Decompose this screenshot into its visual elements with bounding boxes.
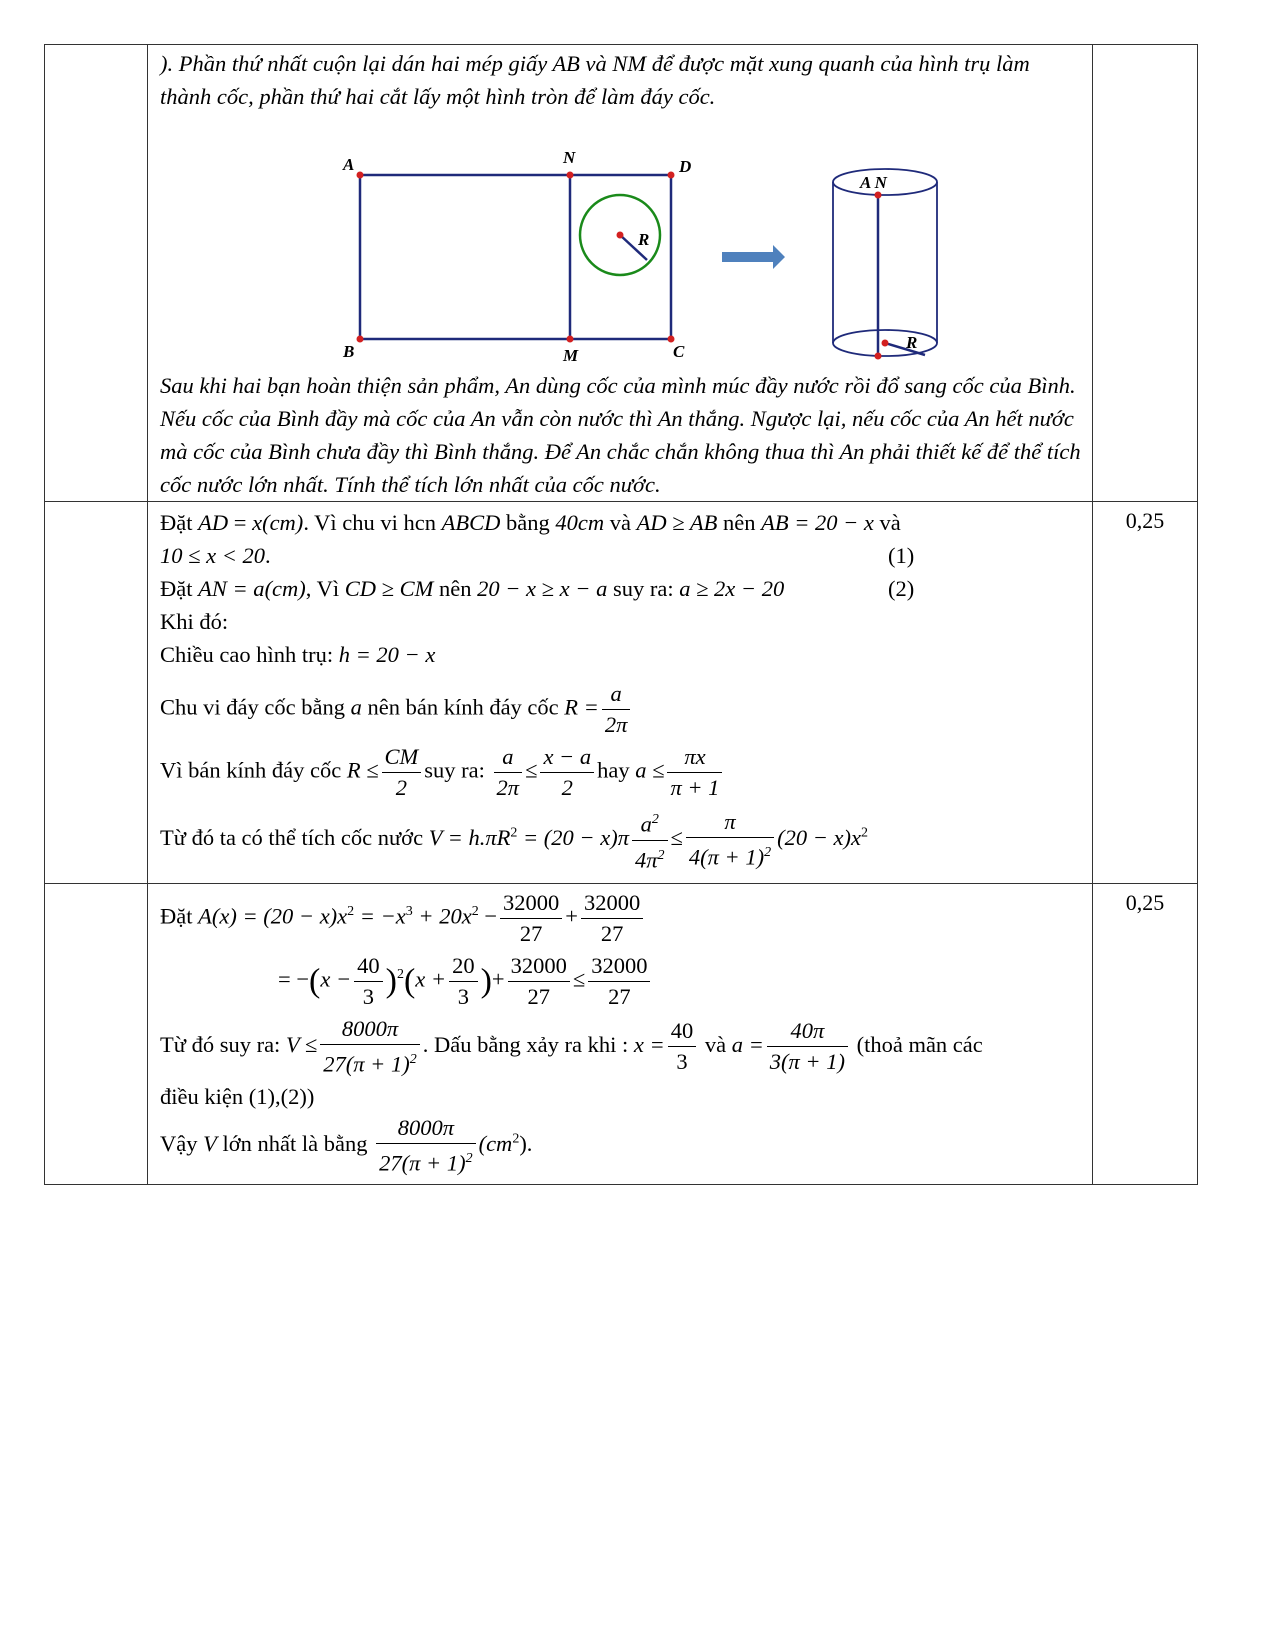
fraction [588, 951, 650, 1012]
table-row-maximization [45, 884, 1198, 1185]
transform-arrow [722, 245, 785, 269]
text: Chiều cao hình trụ: [160, 642, 339, 667]
math: x + [415, 966, 447, 992]
paren: ( [403, 962, 416, 1000]
math: x − [320, 966, 352, 992]
text: Chu vi đáy cốc bằng [160, 694, 351, 720]
label-n: N [563, 148, 576, 167]
fraction [602, 679, 631, 740]
denominator: 27 [600, 921, 624, 946]
setup-line-6 [160, 679, 1082, 740]
setup-line-4: Khi đó: [160, 609, 229, 634]
denominator: 3 [676, 1049, 688, 1075]
math: + [491, 966, 505, 992]
math: (20 − x)x [777, 825, 861, 851]
numerator: 8000π [376, 1113, 475, 1144]
exponent: 2 [396, 967, 404, 983]
rectangle-abcd [360, 175, 671, 339]
denominator: 2 [395, 775, 408, 800]
setup-line-8 [160, 805, 1082, 875]
math: AB = 20 − x [761, 510, 874, 535]
math: a ≥ 2x − 20 [679, 576, 785, 601]
exponent: 2 [764, 845, 772, 861]
math: − [478, 903, 498, 929]
numerator: π [686, 807, 774, 838]
table-row-problem [45, 45, 1198, 502]
story-line-2: Nếu cốc của Bình đầy mà cốc của An vẫn còn nước thì An thắng. Ngược lại, nếu cốc của An hết nước [160, 406, 1074, 431]
exponent: 2 [471, 904, 479, 920]
problem-cell [148, 45, 1093, 502]
fraction [354, 951, 383, 1012]
math: CD ≥ CM [344, 576, 434, 601]
score-cell: 0,25 [1093, 884, 1198, 1185]
text: . Dấu bằng xảy ra khi : [422, 1031, 634, 1057]
cyl-label-r: R [906, 333, 918, 352]
math: x [252, 510, 263, 535]
exponent: 2 [657, 847, 665, 863]
exponent: 2 [861, 825, 868, 841]
intro-line-2: thành cốc, phần thứ hai cắt lấy một hình tròn để làm đáy cốc. [160, 84, 716, 109]
table-row-setup [45, 502, 1198, 884]
point-n [567, 172, 574, 179]
exponent: 2 [512, 1130, 520, 1146]
text: Đặt [160, 576, 199, 601]
math: AN = a [198, 576, 265, 601]
math: + 20x [412, 903, 472, 929]
cylinder-point-top [875, 192, 882, 199]
text: hay [597, 757, 636, 783]
text: bằng [500, 510, 556, 535]
math: ≤ [670, 825, 683, 851]
denominator: π + 1 [670, 775, 720, 800]
story-line-4: cốc nước lớn nhất. Tính thể tích lớn nhất của cốc nước. [160, 472, 661, 497]
numerator: 32000 [500, 888, 562, 919]
text: Vậy [160, 1130, 204, 1156]
point-a [357, 172, 364, 179]
numerator: 32000 [581, 888, 643, 919]
label-c: C [673, 342, 685, 361]
exponent: 2 [409, 1052, 417, 1067]
circle-center [617, 232, 624, 239]
denominator: 27 [519, 921, 543, 946]
story-line-3: mà cốc của Bình chưa đầy thì Bình thắng. Để An chắc chắn không thua thì An phải thiết kế để thể tích [160, 439, 1081, 464]
text: và [699, 1031, 732, 1057]
exponent: 2 [347, 904, 355, 920]
maximization-cell [148, 884, 1093, 1185]
point-b [357, 336, 364, 343]
text: suy ra: [424, 757, 491, 783]
text: lớn nhất là bằng [216, 1130, 374, 1156]
fraction [320, 1014, 419, 1080]
exponent: 3 [405, 904, 413, 920]
math: ABCD [441, 510, 501, 535]
cyl-label-an: A N [860, 173, 887, 192]
cylinder-center [882, 340, 889, 347]
text: . Vì chu vi hcn [303, 510, 442, 535]
text: (thoả mãn các [850, 1031, 983, 1057]
text: nên [433, 576, 478, 601]
exponent: 2 [510, 825, 518, 841]
equation-number-2: (2) [888, 576, 915, 601]
denominator: 27 [527, 984, 550, 1009]
math: R ≤ [346, 757, 379, 783]
math: A(x) = (20 − x)x [198, 903, 348, 929]
math: AD [198, 510, 229, 535]
setup-line-2 [160, 539, 1082, 572]
numerator: 32000 [508, 951, 570, 982]
label-a: A [343, 155, 355, 174]
point-d [668, 172, 675, 179]
cylinder-point-bottom [875, 353, 882, 360]
fraction [500, 888, 562, 949]
math: 40cm [555, 510, 605, 535]
math: (cm) [264, 576, 306, 601]
text: Từ đó suy ra: [160, 1031, 286, 1057]
numerator: 40π [767, 1016, 848, 1047]
math: h = 20 − x [338, 642, 436, 667]
math: 10 ≤ x < 20 [160, 543, 266, 568]
math: R = [564, 694, 599, 720]
label-d: D [679, 157, 692, 176]
setup-line-3 [160, 572, 1082, 605]
text: Đặt [160, 903, 199, 929]
story-line-1: Sau khi hai bạn hoàn thiện sản phẩm, An dùng cốc của mình múc đầy nước rồi đổ sang cốc của Bình. [160, 373, 1076, 398]
label-b: B [343, 342, 355, 361]
denominator: 2π [496, 775, 520, 800]
fraction [449, 951, 478, 1012]
text: Đặt [160, 510, 199, 535]
fraction [581, 888, 643, 949]
text: Từ đó ta có thể tích cốc nước [160, 825, 429, 851]
numerator: a [602, 679, 631, 710]
setup-line-5 [160, 638, 1082, 671]
fraction [376, 1113, 475, 1179]
max-line-4: điều kiện (1),(2)) [160, 1083, 315, 1109]
solution-table [44, 44, 1198, 1185]
math: + [565, 903, 578, 929]
numerator: 8000π [320, 1014, 419, 1045]
setup-line-7 [160, 742, 1082, 803]
math: = − [278, 966, 310, 992]
text: và [873, 510, 901, 535]
math: ≤ [572, 966, 586, 992]
math: = (20 − x)π [517, 825, 629, 851]
exponent: 2 [651, 812, 659, 827]
numerator: 20 [449, 951, 478, 982]
denominator: 2π [604, 712, 628, 737]
fraction [494, 742, 523, 803]
text: , Vì [305, 576, 345, 601]
denominator: 3 [457, 984, 469, 1009]
math: a ≤ [635, 757, 665, 783]
fraction [767, 1016, 848, 1077]
denominator: 4π [635, 847, 658, 872]
numerator: 32000 [588, 951, 650, 982]
numerator: 40 [354, 951, 383, 982]
denominator: 3(π + 1) [769, 1049, 845, 1075]
numerator: a [494, 742, 523, 773]
math: a [350, 694, 362, 720]
setup-line-1 [160, 506, 1082, 539]
denominator: 2 [561, 775, 573, 800]
equation-number-1: (1) [888, 543, 915, 568]
denominator: 27 [608, 984, 631, 1009]
max-line-2 [160, 951, 1082, 1012]
paper-cylinder-figure [160, 117, 1160, 367]
numerator: x − a [540, 742, 594, 773]
math: = [228, 510, 253, 535]
math: V ≤ [285, 1031, 318, 1057]
point-m [567, 336, 574, 343]
fraction [632, 805, 668, 875]
cylinder-radius [885, 343, 925, 355]
text: nên [717, 510, 762, 535]
text: Vì bán kính đáy cốc [160, 757, 347, 783]
numerator: πx [667, 742, 722, 773]
math: V [203, 1130, 217, 1156]
math: a = [731, 1031, 764, 1057]
denominator: 4(π + 1) [688, 844, 765, 870]
row-index-cell [45, 502, 148, 884]
score-cell: 0,25 [1093, 502, 1198, 884]
row-index-cell [45, 884, 148, 1185]
exponent: 2 [465, 1150, 473, 1166]
fraction [382, 742, 422, 803]
intro-line-1: ). Phần thứ nhất cuộn lại dán hai mép giấy AB và NM để được mặt xung quanh của hình trụ làm [160, 51, 1030, 76]
math: (cm) [262, 510, 304, 535]
math: ≤ [525, 757, 538, 783]
denominator: 3 [362, 984, 375, 1009]
label-m: M [563, 346, 579, 365]
numerator: CM [382, 742, 422, 773]
max-line-5 [160, 1113, 1082, 1179]
text: và [604, 510, 637, 535]
math: 20 − x ≥ x − a [477, 576, 608, 601]
fraction [540, 742, 594, 803]
math: x = [633, 1031, 665, 1057]
math: (cm [478, 1130, 513, 1156]
text: . [265, 543, 271, 568]
fraction [667, 742, 722, 803]
text: nên bán kính đáy cốc [361, 694, 565, 720]
paren: ( [309, 962, 321, 1000]
paren: ) [480, 962, 492, 1000]
math: = −x [354, 903, 406, 929]
math: ). [519, 1130, 533, 1156]
numerator: 40 [668, 1016, 697, 1047]
fraction [508, 951, 570, 1012]
math: V = h.πR [428, 825, 511, 851]
max-line-1 [160, 888, 1082, 949]
fraction [686, 807, 774, 873]
numerator: a [640, 811, 652, 837]
denominator: 27(π + 1) [323, 1051, 410, 1077]
row-index-cell [45, 45, 148, 502]
setup-cell [148, 502, 1093, 884]
label-r: R [638, 230, 650, 249]
max-line-3 [160, 1014, 1082, 1080]
score-cell-empty [1093, 45, 1198, 502]
denominator: 27(π + 1) [379, 1150, 466, 1175]
math: AD ≥ AB [636, 510, 718, 535]
text: suy ra: [607, 576, 680, 601]
fraction [668, 1016, 697, 1077]
paren: ) [385, 962, 397, 1000]
